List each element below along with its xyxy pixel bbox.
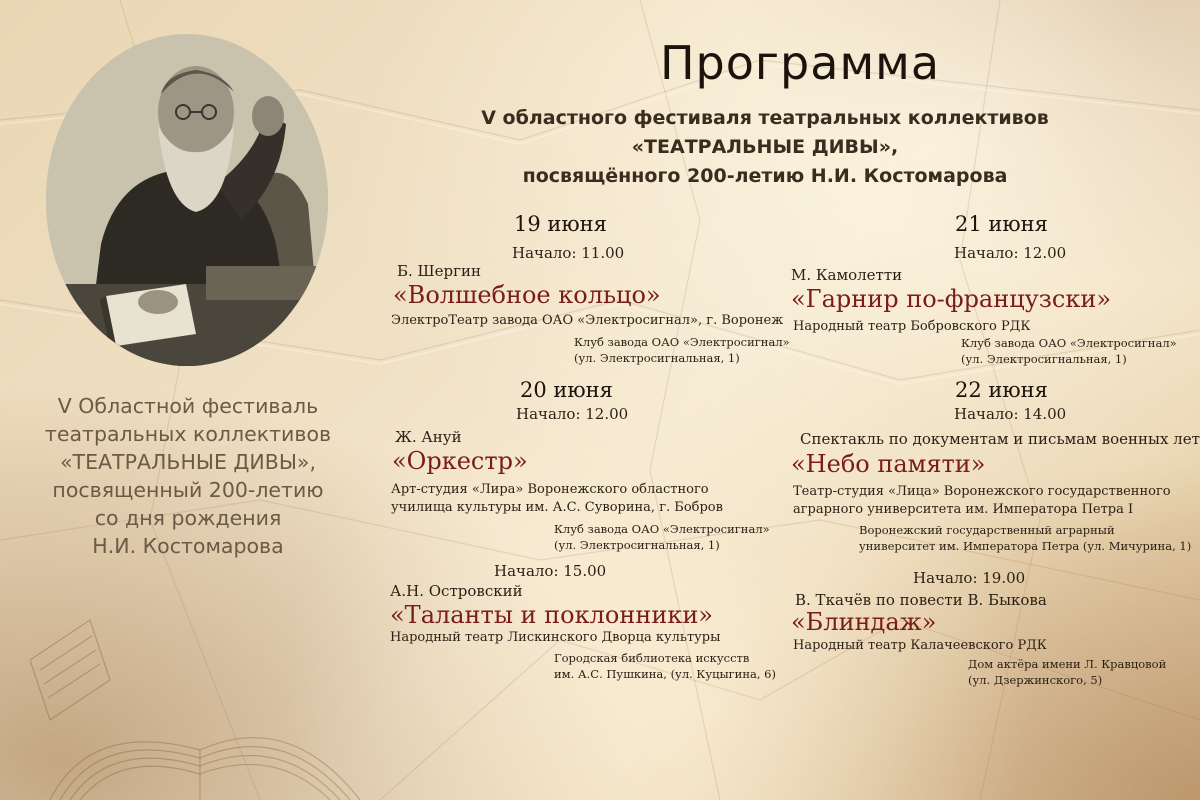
day4-second-author: В. Ткачёв по повести В. Быкова (795, 591, 1047, 609)
page-title: Программа (659, 36, 941, 90)
day4-play-title: «Небо памяти» (791, 450, 986, 478)
day1-play-title: «Волшебное кольцо» (393, 281, 661, 309)
day4-venue: Воронежский государственный аграрный (859, 523, 1115, 537)
caption-line: со дня рождения (94, 506, 282, 530)
page-subtitle (400, 104, 1130, 191)
day4-venue-address: университет им. Императора Петра (ул. Мичурина, 1) (859, 539, 1192, 553)
day2-second-venue: Городская библиотека искусств (554, 651, 750, 665)
caption-line: V Областной фестиваль (57, 394, 319, 418)
day4-troupe: Театр-студия «Лица» Воронежского государственного (793, 484, 1171, 499)
caption-line: «ТЕАТРАЛЬНЫЕ ДИВЫ», (60, 450, 316, 474)
day2-date: 20 июня (520, 378, 613, 402)
day4-author: Спектакль по документам и письмам военных лет (800, 430, 1200, 448)
day1-author: Б. Шергин (397, 262, 482, 280)
caption-line: Н.И. Костомарова (92, 534, 284, 558)
caption-line: посвященный 200-летию (52, 478, 324, 502)
day4-troupe-line2: аграрного университета им. Императора Петра I (793, 502, 1134, 517)
day1-venue: Клуб завода ОАО «Электросигнал» (574, 335, 790, 349)
day2-second-troupe: Народный театр Лискинского Дворца культуры (390, 630, 721, 645)
day3-date: 21 июня (955, 212, 1048, 236)
day1-venue-address: (ул. Электросигнальная, 1) (574, 351, 740, 365)
day2-troupe-line2: училища культуры им. А.С. Суворина, г. Бобров (391, 500, 723, 515)
kostomarov-portrait (46, 34, 328, 366)
day2-second-play-title: «Таланты и поклонники» (390, 601, 713, 629)
day1-start-time: Начало: 11.00 (512, 244, 625, 262)
day2-start-time: Начало: 12.00 (516, 405, 629, 423)
day4-second-play-title: «Блиндаж» (791, 608, 937, 636)
day2-play-title: «Оркестр» (392, 447, 528, 475)
day4-second-venue-address: (ул. Дзержинского, 5) (968, 673, 1103, 687)
day2-venue-address: (ул. Электросигнальная, 1) (554, 538, 720, 552)
day2-second-start-time: Начало: 15.00 (494, 562, 607, 580)
festival-caption (30, 392, 346, 560)
day3-venue-address: (ул. Электросигнальная, 1) (961, 352, 1127, 366)
day4-second-venue: Дом актёра имени Л. Кравцовой (968, 657, 1167, 671)
subtitle-line: посвящённого 200-летию Н.И. Костомарова (522, 165, 1008, 187)
subtitle-line: «ТЕАТРАЛЬНЫЕ ДИВЫ», (631, 136, 899, 158)
day3-venue: Клуб завода ОАО «Электросигнал» (961, 336, 1177, 350)
subtitle-line: V областного фестиваля театральных коллективов (481, 107, 1049, 129)
day4-date: 22 июня (955, 378, 1048, 402)
day2-troupe: Арт-студия «Лира» Воронежского областного (391, 482, 709, 497)
day3-author: М. Камолетти (791, 266, 903, 284)
day1-date: 19 июня (514, 212, 607, 236)
day3-play-title: «Гарнир по-французски» (791, 285, 1112, 313)
day2-second-venue-address: им. А.С. Пушкина, (ул. Куцыгина, 6) (554, 667, 776, 681)
open-book-illustration (30, 600, 370, 800)
caption-line: театральных коллективов (44, 422, 332, 446)
day4-second-troupe: Народный театр Калачеевского РДК (793, 638, 1047, 653)
day2-author: Ж. Ануй (395, 428, 462, 446)
day3-troupe: Народный театр Бобровского РДК (793, 319, 1031, 334)
day4-start-time: Начало: 14.00 (954, 405, 1067, 423)
day4-second-start-time: Начало: 19.00 (913, 569, 1026, 587)
day1-troupe: ЭлектроТеатр завода ОАО «Электросигнал», г. Воронеж (391, 313, 784, 328)
day2-second-author: А.Н. Островский (390, 582, 523, 600)
day2-venue: Клуб завода ОАО «Электросигнал» (554, 522, 770, 536)
day3-start-time: Начало: 12.00 (954, 244, 1067, 262)
